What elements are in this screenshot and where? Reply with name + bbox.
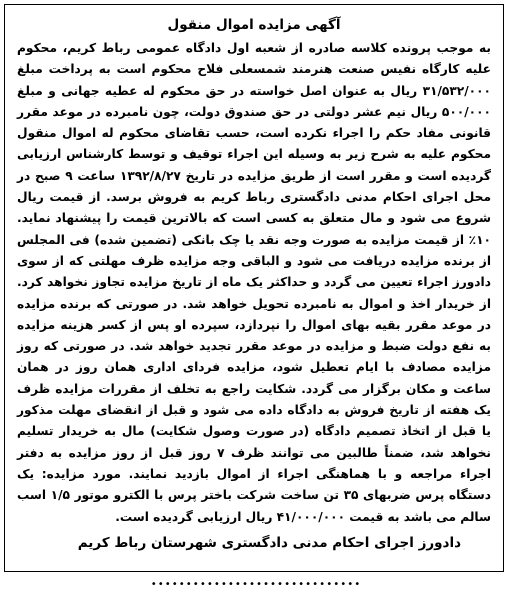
notice-title: آگهی مزایده اموال منقول bbox=[167, 17, 341, 33]
notice-signature: دادورز اجرای احکام مدنی دادگستری شهرستان رباط کریم bbox=[77, 534, 461, 551]
auction-notice bbox=[4, 4, 504, 572]
dotted-divider: •••••••••••••••••••••••••••••• bbox=[150, 579, 362, 590]
notice-body: به موجب پرونده کلاسه صادره از شعبه اول دادگاه عمومی رباط کریم، محکوم علیه کارگاه نفیس صنعت هنرمند شمسعلی فلاح محکوم است به پرداخت مبلغ ۳۱/۵۳۲/۰۰۰ ریال به عنوان اصل خواسته در حق محکوم له عطیه جهانی و مبلغ ۵۰۰/۰۰۰ ریال نیم عشر دولتی در حق صندوق دولت، چون نامبرده در موعد مقرر قانونی مفاد حکم را اجراء نکرده است، حسب تقاضای محکوم له اموال منقول محکوم علیه به شرح زیر به وسیله این اجراء توقیف و توسط کارشناس ارزیابی گردیده است و مقرر است از طریق مزایده در تاریخ ۱۳۹۲/۸/۲۷ ساعت ۹ صبح در محل اجرای احکام مدنی دادگستری رباط کریم به فروش برسد. از قیمت ریال شروع می شود و مال متعلق به کسی است که بالاترین قیمت را پیشنهاد نماید. ۱۰٪ از قیمت مزایده به صورت وجه نقد یا چک بانکی (تضمین شده) فی المجلس از برنده مزایده دریافت می شود و الباقی وجه مزایده ظرف مهلتی که از سوی دادورز اجراء تعیین می گردد و حداکثر یک ماه از تاریخ مزایده تجاوز نخواهد کرد. از خریدار اخذ و اموال به نامبرده تحویل خواهد شد. در صورتی که برنده مزایده در موعد مقرر بقیه بهای اموال را نپردازد، سپرده او پس از کسر هزینه مزایده به نفع دولت ضبط و مزایده در موعد مقرر تجدید خواهد شد. در صورتی که روز مزایده مصادف با ایام تعطیل شود، مزایده فردای اداری همان روز در همان ساعت و مکان برگزار می گردد. شکایت راجع به تخلف از مقررات مزایده ظرف یک هفته از تاریخ فروش به دادگاه داده می شود و قبل از انقضای مهلت مذکور یا قبل از اتخاذ تصمیم دادگاه (در صورت وصول شکایت) مال به خریدار تسلیم نخواهد شد، ضمناً طالبین می توانند ظرف ۷ روز قبل از روز مزایده به دفتر اجراء مراجعه و با هماهنگی اجراء از اموال بازدید نمایند. مورد مزایده: یک دستگاه پرس ضربهای ۳۵ تن ساخت شرکت باختر پرس با الکترو موتور ۱/۵ اسب سالم می باشد به قیمت ۴۱/۰۰۰/۰۰۰ ریال ارزیابی گردیده است. bbox=[17, 41, 491, 524]
